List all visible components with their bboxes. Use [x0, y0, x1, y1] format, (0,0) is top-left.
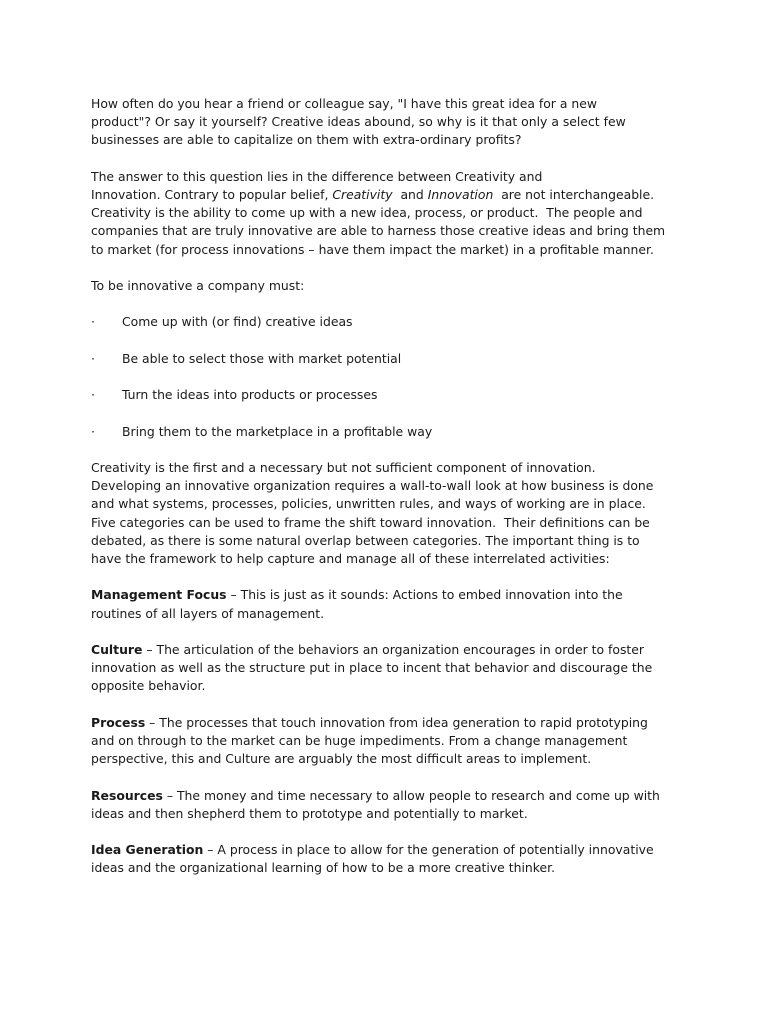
- category-term: Process: [91, 714, 146, 730]
- category-term: Resources: [91, 787, 163, 803]
- bullet-text: Be able to select those with market potential: [122, 350, 402, 366]
- creativity-line: Five categories can be used to frame the shift toward innovation. Their definitions can be: [91, 514, 650, 530]
- answer-line: The answer to this question lies in the difference between Creativity and: [91, 168, 543, 184]
- bullet-text: Turn the ideas into products or processes: [122, 387, 378, 403]
- bullet-symbol: ·: [91, 423, 95, 439]
- category-text: perspective, this and Culture are arguably the most difficult areas to implement.: [91, 751, 592, 767]
- intro-line: businesses are able to capitalize on them with extra-ordinary profits?: [91, 132, 522, 148]
- category-process: [91, 714, 681, 769]
- category-text: – The money and time necessary to allow people to research and come up with: [162, 787, 660, 803]
- intro-line: product"? Or say it yourself? Creative ideas abound, so why is it that only a select few: [91, 114, 626, 130]
- answer-line: Creativity is the ability to come up with a new idea, process, or product. The people and: [91, 205, 643, 221]
- category-text: routines of all layers of management.: [91, 605, 325, 621]
- category-resources: [91, 787, 681, 823]
- innovation-term: Innovation: [427, 187, 494, 202]
- category-culture: [91, 641, 681, 696]
- must-intro: To be innovative a company must:: [91, 278, 305, 293]
- category-text: opposite behavior.: [91, 678, 206, 694]
- bullet-item: [91, 423, 681, 441]
- creativity-line: Creativity is the first and a necessary but not sufficient component of innovation.: [91, 459, 596, 475]
- bullet-text: Bring them to the marketplace in a profitable way: [122, 423, 433, 439]
- category-text: – A process in place to allow for the generation of potentially innovative: [203, 842, 654, 858]
- answer-line: Innovation. Contrary to popular belief,: [91, 187, 333, 202]
- category-text: – The processes that touch innovation from idea generation to rapid prototyping: [145, 714, 648, 730]
- category-term: Management Focus: [91, 587, 227, 603]
- bullet-item: [91, 313, 681, 331]
- creativity-line: have the framework to help capture and manage all of these interrelated activities:: [91, 550, 610, 566]
- creativity-term: Creativity: [332, 187, 393, 202]
- creativity-line: debated, as there is some natural overlap between categories. The important thing is to: [91, 532, 640, 548]
- bullet-item: [91, 350, 681, 368]
- category-text: and on through to the market can be huge impediments. From a change management: [91, 732, 628, 748]
- category-management-focus: [91, 586, 681, 622]
- answer-text: are not interchangeable.: [493, 187, 655, 202]
- creativity-line: Developing an innovative organization requires a wall-to-wall look at how business is done: [91, 478, 654, 494]
- bullet-symbol: ·: [91, 314, 95, 330]
- creativity-paragraph: [91, 459, 681, 568]
- document-page: [91, 95, 681, 896]
- answer-paragraph: [91, 168, 681, 259]
- bullet-symbol: ·: [91, 387, 95, 403]
- answer-line: to market (for process innovations – have them impact the market) in a profitable manner.: [91, 241, 654, 257]
- category-term: Idea Generation: [91, 842, 204, 858]
- category-text: ideas and the organizational learning of how to be a more creative thinker.: [91, 860, 556, 876]
- category-idea-generation: [91, 841, 681, 877]
- category-text: – This is just as it sounds: Actions to embed innovation into the: [226, 587, 623, 603]
- bullet-text: Come up with (or find) creative ideas: [122, 314, 353, 330]
- answer-line: companies that are truly innovative are able to harness those creative ideas and bring them: [91, 223, 666, 239]
- intro-line: How often do you hear a friend or colleague say, "I have this great idea for a new: [91, 96, 597, 111]
- category-term: Culture: [91, 641, 143, 657]
- category-text: innovation as well as the structure put in place to incent that behavior and discourage the: [91, 660, 653, 676]
- intro-paragraph: [91, 95, 681, 150]
- category-text: – The articulation of the behaviors an organization encourages in order to foster: [142, 641, 644, 657]
- category-text: ideas and then shepherd them to prototype and potentially to market.: [91, 805, 528, 821]
- answer-text: and: [392, 187, 428, 202]
- creativity-line: and what systems, processes, policies, unwritten rules, and ways of working are in place.: [91, 496, 646, 512]
- bullet-item: [91, 386, 681, 404]
- bullet-symbol: ·: [91, 350, 95, 366]
